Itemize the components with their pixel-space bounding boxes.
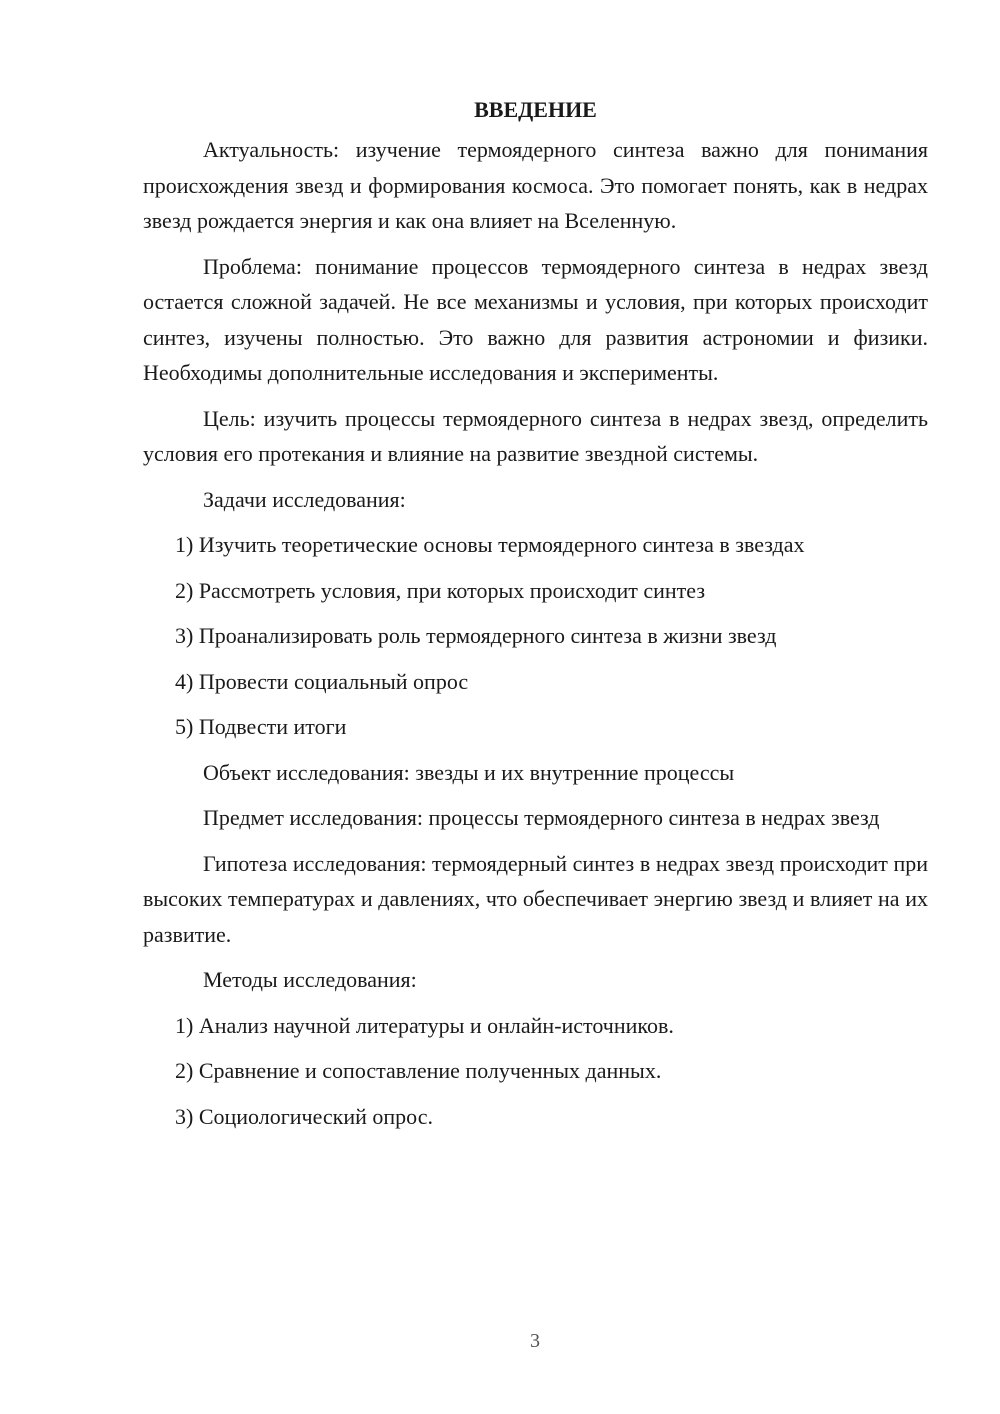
list-item: 4) Провести социальный опрос: [175, 668, 469, 694]
methods-list: [143, 1008, 928, 1135]
tasks-list: [143, 527, 928, 745]
subject-paragraph: Предмет исследования: процессы термоядерного синтеза в недрах звезд: [203, 805, 880, 830]
list-item: 1) Изучить теоретические основы термоядерного синтеза в звездах: [175, 532, 805, 557]
list-item: 5) Подвести итоги: [175, 714, 347, 739]
page-number: 3: [530, 1330, 540, 1352]
relevance-paragraph: Актуальность: изучение термоядерного синтеза важно для понимания происхождения звезд и формирования космоса. Это помогает понять, как в недрах звезд рождается энергия и как она влияет на Вселенную.: [143, 137, 928, 233]
list-item: 1) Анализ научной литературы и онлайн-источников.: [175, 1012, 674, 1038]
list-item: 3) Социологический опрос.: [175, 1103, 433, 1129]
tasks-heading: Задачи исследования:: [203, 486, 406, 512]
object-line: Объект исследования: звезды и их внутренние процессы: [203, 759, 735, 785]
page-title: ВВЕДЕНИЕ: [474, 97, 597, 122]
problem-paragraph: Проблема: понимание процессов термоядерного синтеза в недрах звезд остается сложной задачей. Не все механизмы и условия, при которых происходит синтез, изучены полностью. Это важно для развития астрономии и физики. Необходимы дополнительные исследования и эксперименты.: [143, 253, 928, 385]
methods-heading: Методы исследования:: [203, 967, 417, 992]
goal-paragraph: Цель: изучить процессы термоядерного синтеза в недрах звезд, определить условия его протекания и влияние на развитие звездной системы.: [143, 405, 928, 466]
hypothesis-paragraph: Гипотеза исследования: термоядерный синтез в недрах звезд происходит при высоких температурах и давлениях, что обеспечивает энергию звезд и влияет на их развитие.: [143, 850, 928, 947]
list-item: 3) Проанализировать роль термоядерного синтеза в жизни звезд: [175, 623, 777, 648]
list-item: 2) Сравнение и сопоставление полученных данных.: [175, 1058, 662, 1083]
list-item: 2) Рассмотреть условия, при которых происходит синтез: [175, 577, 706, 603]
document-page: [143, 90, 928, 1144]
